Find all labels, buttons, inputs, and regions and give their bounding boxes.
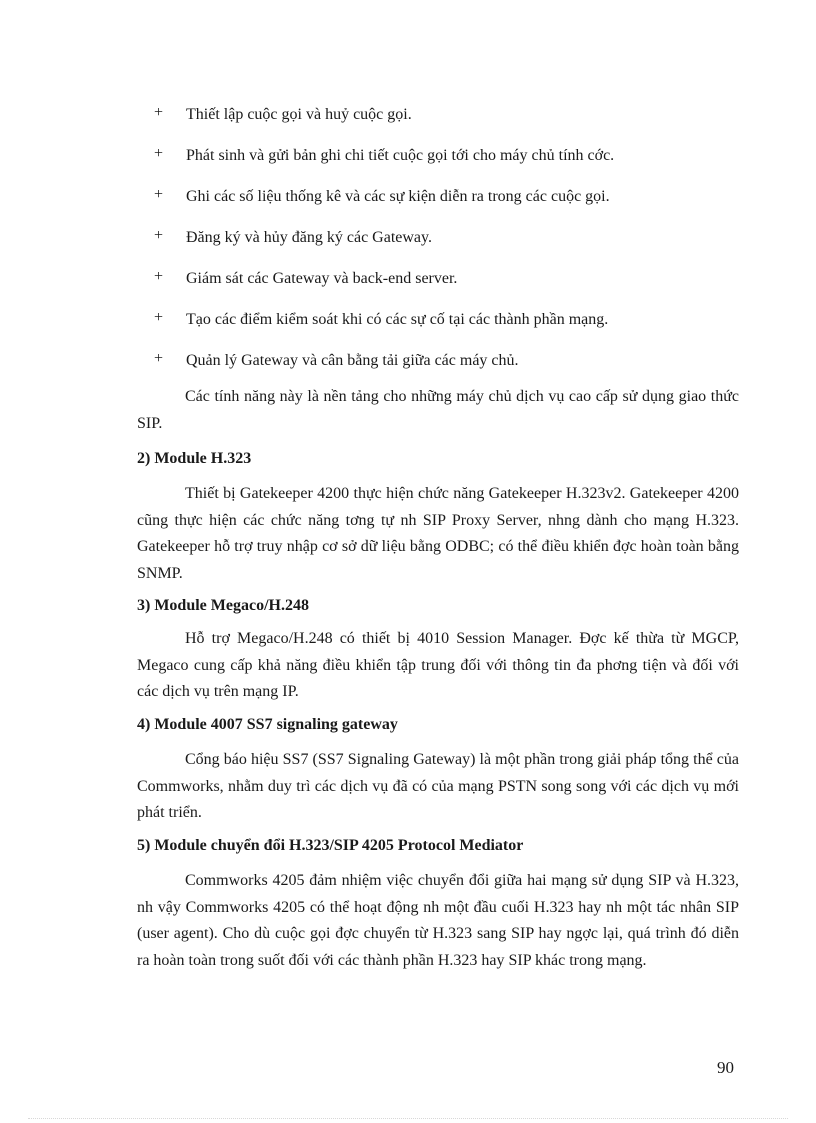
section-body-mediator: Commworks 4205 đảm nhiệm việc chuyển đổi giữa hai mạng sử dụng SIP và H.323, nh vậy Commworks 4205 có thể hoạt động nh một đầu cuối H.323 hay nh một tác nhân SIP (user agent). Cho dù cuộc gọi đợc chuyển từ H.323 sang SIP hay ngợc lại, quá trình đó diễn ra hoàn toàn trong suốt đối với các thành phần H.323 hay SIP khác trong mạng.: [137, 872, 739, 969]
bullet-text: Tạo các điểm kiểm soát khi có các sự cố tại các thành phần mạng.: [186, 311, 609, 328]
section-heading-mediator: 5) Module chuyển đổi H.323/SIP 4205 Protocol Mediator: [137, 837, 524, 854]
plus-bullet-icon: +: [154, 145, 164, 162]
section-heading-ss7: 4) Module 4007 SS7 signaling gateway: [137, 716, 398, 733]
bullet-item: [0, 225, 816, 266]
bullet-text: Thiết lập cuộc gọi và huỷ cuộc gọi.: [186, 106, 412, 123]
section-heading-megaco: 3) Module Megaco/H.248: [137, 597, 309, 614]
page-number: 90: [717, 1058, 734, 1077]
plus-bullet-icon: +: [154, 268, 164, 285]
bullet-item: [0, 184, 816, 225]
bullet-item: [0, 266, 816, 307]
plus-bullet-icon: +: [154, 350, 164, 367]
section-body-megaco: Hỗ trợ Megaco/H.248 có thiết bị 4010 Session Manager. Đợc kế thừa từ MGCP, Megaco cung cấp khả năng điều khiển tập trung đối với thông tin đa phơng tiện và đối với các dịch vụ trên mạng IP.: [137, 630, 739, 700]
footer-dotted-rule: [28, 1118, 788, 1119]
section-body-h323: Thiết bị Gatekeeper 4200 thực hiện chức năng Gatekeeper H.323v2. Gatekeeper 4200 cũng thực hiện các chức năng tơng tự nh SIP Proxy Server, nhng dành cho mạng H.323. Gatekeeper hỗ trợ truy nhập cơ sở dữ liệu bằng ODBC; có thể điều khiển đợc hoàn toàn bằng SNMP.: [137, 485, 739, 582]
section-body-ss7: Cổng báo hiệu SS7 (SS7 Signaling Gateway) là một phần trong giải pháp tổng thể của Commworks, nhằm duy trì các dịch vụ đã có của mạng PSTN song song với các dịch vụ mới phát triển.: [137, 751, 739, 821]
plus-bullet-icon: +: [154, 309, 164, 326]
bullet-text: Ghi các số liệu thống kê và các sự kiện diễn ra trong các cuộc gọi.: [186, 188, 610, 205]
plus-bullet-icon: +: [154, 104, 164, 121]
bullet-text: Phát sinh và gửi bản ghi chi tiết cuộc gọi tới cho máy chủ tính cớc.: [186, 147, 615, 164]
bullet-item: [0, 307, 816, 348]
bullet-item: [0, 348, 816, 389]
bullet-item: [0, 143, 816, 184]
bullet-list: [0, 102, 816, 389]
bullet-item: [0, 102, 816, 143]
bullet-text: Giám sát các Gateway và back-end server.: [186, 270, 458, 287]
bullet-text: Quản lý Gateway và cân bằng tải giữa các máy chủ.: [186, 352, 519, 369]
bullet-text: Đăng ký và hủy đăng ký các Gateway.: [186, 229, 432, 246]
plus-bullet-icon: +: [154, 227, 164, 244]
section-heading-h323: 2) Module H.323: [137, 450, 252, 467]
intro-paragraph: Các tính năng này là nền tảng cho những máy chủ dịch vụ cao cấp sử dụng giao thức SIP.: [137, 388, 739, 432]
plus-bullet-icon: +: [154, 186, 164, 203]
